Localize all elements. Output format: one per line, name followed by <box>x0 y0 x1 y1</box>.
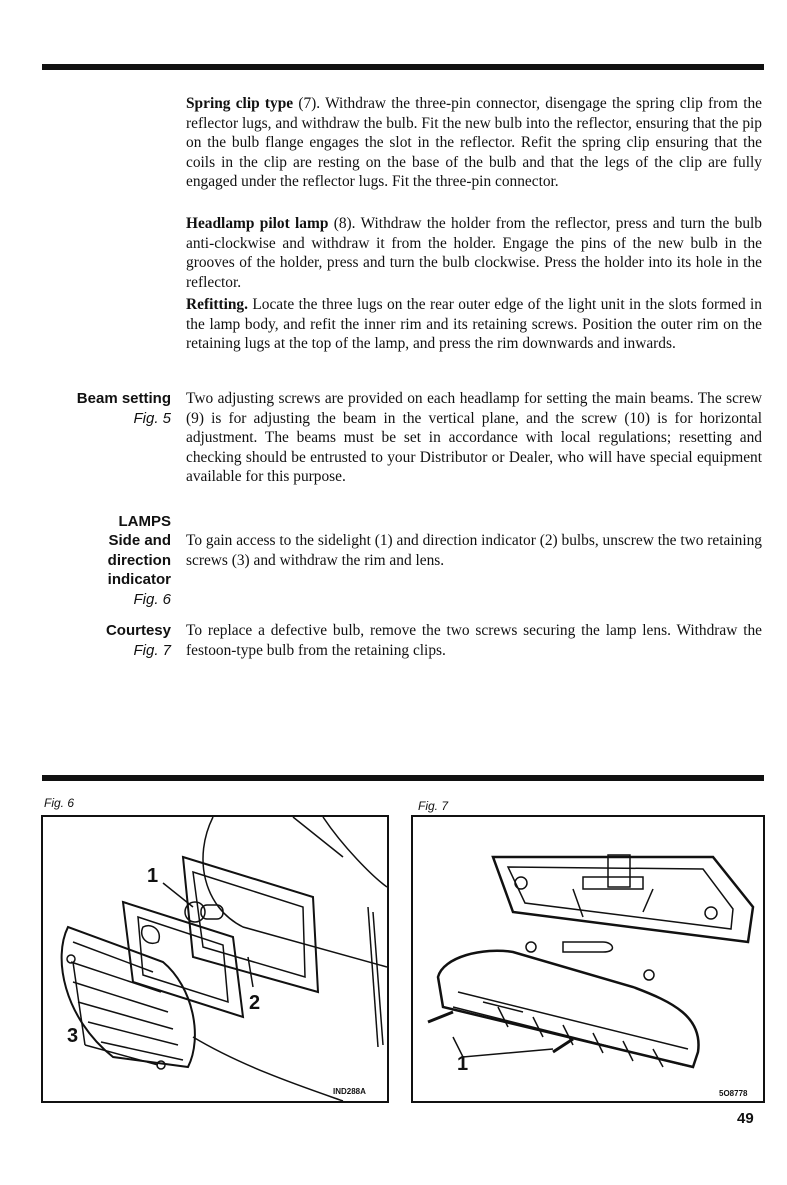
figure-rule <box>42 775 764 781</box>
fig7-code: 5O8778 <box>719 1089 748 1098</box>
side-heading-beam-setting <box>1 389 171 428</box>
side-heading-title: Courtesy <box>105 622 171 639</box>
paragraph-beam-setting <box>186 389 762 487</box>
side-heading-lamps <box>1 512 171 532</box>
side-heading-line: Side and <box>108 532 171 549</box>
side-heading-title: Beam setting <box>76 390 171 407</box>
paragraph-text: To gain access to the sidelight (1) and direction indicator (2) bulbs, unscrew the two retaining screws (3) and withdraw the rim and lens. <box>186 532 762 569</box>
paragraph-text: To replace a defective bulb, remove the two screws securing the lamp lens. Withdraw the festoon-type bulb from the retaining clips. <box>186 622 762 659</box>
page-number: 49 <box>737 1110 754 1127</box>
fig7-callout-1: 1 <box>457 1053 469 1075</box>
paragraph-pilot-lamp <box>186 214 762 292</box>
fig6-callout-3: 3 <box>67 1025 79 1047</box>
figure-reference: Fig. 5 <box>133 409 171 427</box>
fig6-label: Fig. 6 <box>44 796 75 810</box>
paragraph-heading: Spring clip type <box>186 95 294 112</box>
figure-reference: Fig. 6 <box>133 590 171 608</box>
paragraph-heading: Headlamp pilot lamp <box>186 215 329 232</box>
side-heading-courtesy <box>1 621 171 660</box>
sidelamp-drawing <box>43 817 387 1101</box>
fig6-illustration <box>41 815 389 1103</box>
paragraph-text: Locate the three lugs on the rear outer edge of the light unit in the slots formed in the lamp body, and refit the inner rim and its retaining screws. Position the outer rim on the retaining lugs at the top of the lamp, and press the rim downwards and inwards. <box>186 296 762 353</box>
side-heading-title: LAMPS <box>118 513 171 530</box>
paragraph-refitting <box>186 295 762 354</box>
fig6-callout-2: 2 <box>249 992 261 1014</box>
fig7-label: Fig. 7 <box>418 799 449 813</box>
paragraph-courtesy <box>186 621 762 660</box>
top-rule <box>42 64 764 70</box>
fig6-callout-1: 1 <box>147 865 159 887</box>
side-heading-line: indicator <box>107 571 171 589</box>
side-heading-side-direction <box>1 531 171 609</box>
paragraph-heading: Refitting. <box>186 296 248 313</box>
paragraph-side-direction <box>186 531 762 570</box>
paragraph-spring-clip <box>186 94 762 192</box>
paragraph-text: Two adjusting screws are provided on each headlamp for setting the main beams. The screw (9) is for adjusting the beam in the vertical plane, and the screw (10) is for horizontal adjustment. The beams must be set in accordance with local regulations; resetting and checking should be entrusted to your Distributor or Dealer, who will have special equipment available for this purpose. <box>186 390 762 486</box>
paragraph-text: (7). Withdraw the three-pin connector, disengage the spring clip from the reflector lugs, and withdraw the bulb. Fit the new bulb into the reflector, ensuring that the pip on the bulb flange engages the slot in the reflector. Refit the spring clip ensuring that the coils in the clip are resting on the base of the bulb and that the legs of the clip are fully engaged under the reflector lugs. Fit the three-pin connector. <box>186 95 762 191</box>
figure-reference: Fig. 7 <box>133 641 171 659</box>
fig6-code: IND288A <box>333 1087 366 1096</box>
side-heading-line: direction <box>107 551 171 569</box>
paragraph-text: (8). Withdraw the holder from the reflector, press and turn the bulb anti-clockwise and withdraw it from the holder. Engage the pins of the new bulb in the grooves of the holder, press and turn the bulb clockwise. Press the holder into its hole in the reflector. <box>186 215 762 291</box>
fig7-illustration <box>411 815 765 1103</box>
